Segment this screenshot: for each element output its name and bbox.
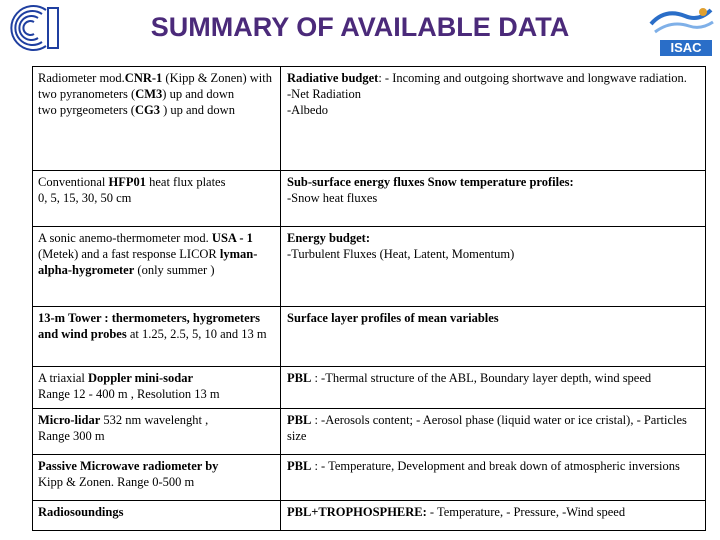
cell-text-segment: PBL bbox=[287, 371, 312, 385]
cell-text-segment: PBL bbox=[287, 459, 312, 473]
table-row bbox=[33, 307, 706, 367]
instrument-cell bbox=[33, 307, 281, 367]
instrument-cell bbox=[33, 227, 281, 307]
cell-text-segment: PBL+TROPHOSPHERE: bbox=[287, 505, 427, 519]
cell-text-segment: Radiative budget bbox=[287, 71, 379, 85]
cell-text-segment: Micro-lidar bbox=[38, 413, 101, 427]
cell-text-segment: (Kipp & Zonen) with two pyranometers ( bbox=[38, 71, 273, 101]
cell-text-segment: A triaxial bbox=[38, 371, 88, 385]
cell-text-segment: Radiometer mod. bbox=[38, 71, 125, 85]
cell-text-segment: Radiosoundings bbox=[38, 505, 124, 519]
cell-text-segment: ) up and down bbox=[159, 103, 235, 117]
table-row bbox=[33, 227, 706, 307]
instrument-cell bbox=[33, 501, 281, 531]
table-row bbox=[33, 455, 706, 501]
cell-text-segment: 532 nm wavelenght , Range 300 m bbox=[38, 413, 209, 443]
table-row bbox=[33, 367, 706, 409]
instrument-cell bbox=[33, 409, 281, 455]
cell-text-segment: Energy budget: bbox=[287, 231, 370, 245]
cell-text-segment: Doppler mini-sodar bbox=[88, 371, 193, 385]
cell-text-segment: USA - 1 bbox=[211, 231, 253, 245]
data-summary-table bbox=[32, 66, 706, 531]
cell-text-segment: : - Incoming and outgoing shortwave and longwave radiation. -Net Radiation -Albedo bbox=[287, 71, 687, 117]
data-description-cell bbox=[281, 307, 706, 367]
data-description-cell bbox=[281, 409, 706, 455]
data-description-cell bbox=[281, 501, 706, 531]
cell-text-segment: HFP01 bbox=[108, 175, 146, 189]
data-description-cell bbox=[281, 67, 706, 171]
cell-text-segment: -Turbulent Fluxes (Heat, Latent, Momentum) bbox=[287, 247, 515, 261]
cell-text-segment: ) up and down two pyrgeometers ( bbox=[38, 87, 235, 117]
table-row bbox=[33, 67, 706, 171]
cell-text-segment: heat flux plates 0, 5, 15, 30, 50 cm bbox=[38, 175, 226, 205]
cell-text-segment: Sub-surface energy fluxes Snow temperature profiles: bbox=[287, 175, 574, 189]
data-description-cell bbox=[281, 227, 706, 307]
cell-text-segment: PBL bbox=[287, 413, 312, 427]
instrument-cell bbox=[33, 171, 281, 227]
cell-text-segment: CNR-1 bbox=[124, 71, 163, 85]
cell-text-segment: - Temperature, - Pressure, -Wind speed bbox=[426, 505, 626, 519]
cell-text-segment: -Snow heat fluxes bbox=[287, 191, 378, 205]
instrument-cell bbox=[33, 367, 281, 409]
isac-logo-text: ISAC bbox=[660, 40, 712, 56]
cell-text-segment: CG3 bbox=[134, 103, 160, 117]
cell-text-segment: Kipp & Zonen. Range 0-500 m bbox=[38, 475, 195, 489]
cell-text-segment: Surface layer profiles of mean variables bbox=[287, 311, 499, 325]
instrument-cell bbox=[33, 455, 281, 501]
data-description-cell bbox=[281, 367, 706, 409]
data-description-cell bbox=[281, 455, 706, 501]
cell-text-segment: (Metek) and a fast response LICOR bbox=[38, 247, 220, 261]
table-row bbox=[33, 501, 706, 531]
instrument-cell bbox=[33, 67, 281, 171]
cell-text-segment: at 1.25, 2.5, 5, 10 and 13 m bbox=[126, 327, 267, 341]
cell-text-segment: (only summer ) bbox=[134, 263, 215, 277]
cell-text-segment: CM3 bbox=[135, 87, 163, 101]
cell-text-segment: : - Temperature, Development and break down of atmospheric inversions bbox=[311, 459, 680, 473]
table-row bbox=[33, 409, 706, 455]
page-title: SUMMARY OF AVAILABLE DATA bbox=[150, 12, 570, 42]
cell-text-segment: Passive Microwave radiometer by bbox=[38, 459, 219, 473]
cell-text-segment: lyman-alpha-hygrometer bbox=[38, 247, 258, 277]
cell-text-segment: A sonic anemo-thermometer mod. bbox=[38, 231, 212, 245]
cell-text-segment: Range 12 - 400 m , Resolution 13 m bbox=[38, 387, 220, 401]
cell-text-segment: : -Thermal structure of the ABL, Boundary layer depth, wind speed bbox=[311, 371, 652, 385]
data-description-cell bbox=[281, 171, 706, 227]
table-row bbox=[33, 171, 706, 227]
cell-text-segment: 13-m Tower : thermometers, hygrometers and wind probes bbox=[38, 311, 261, 341]
cell-text-segment: Conventional bbox=[38, 175, 109, 189]
cell-text-segment: : -Aerosols content; - Aerosol phase (liquid water or ice cristal), - Particles size bbox=[287, 413, 687, 443]
